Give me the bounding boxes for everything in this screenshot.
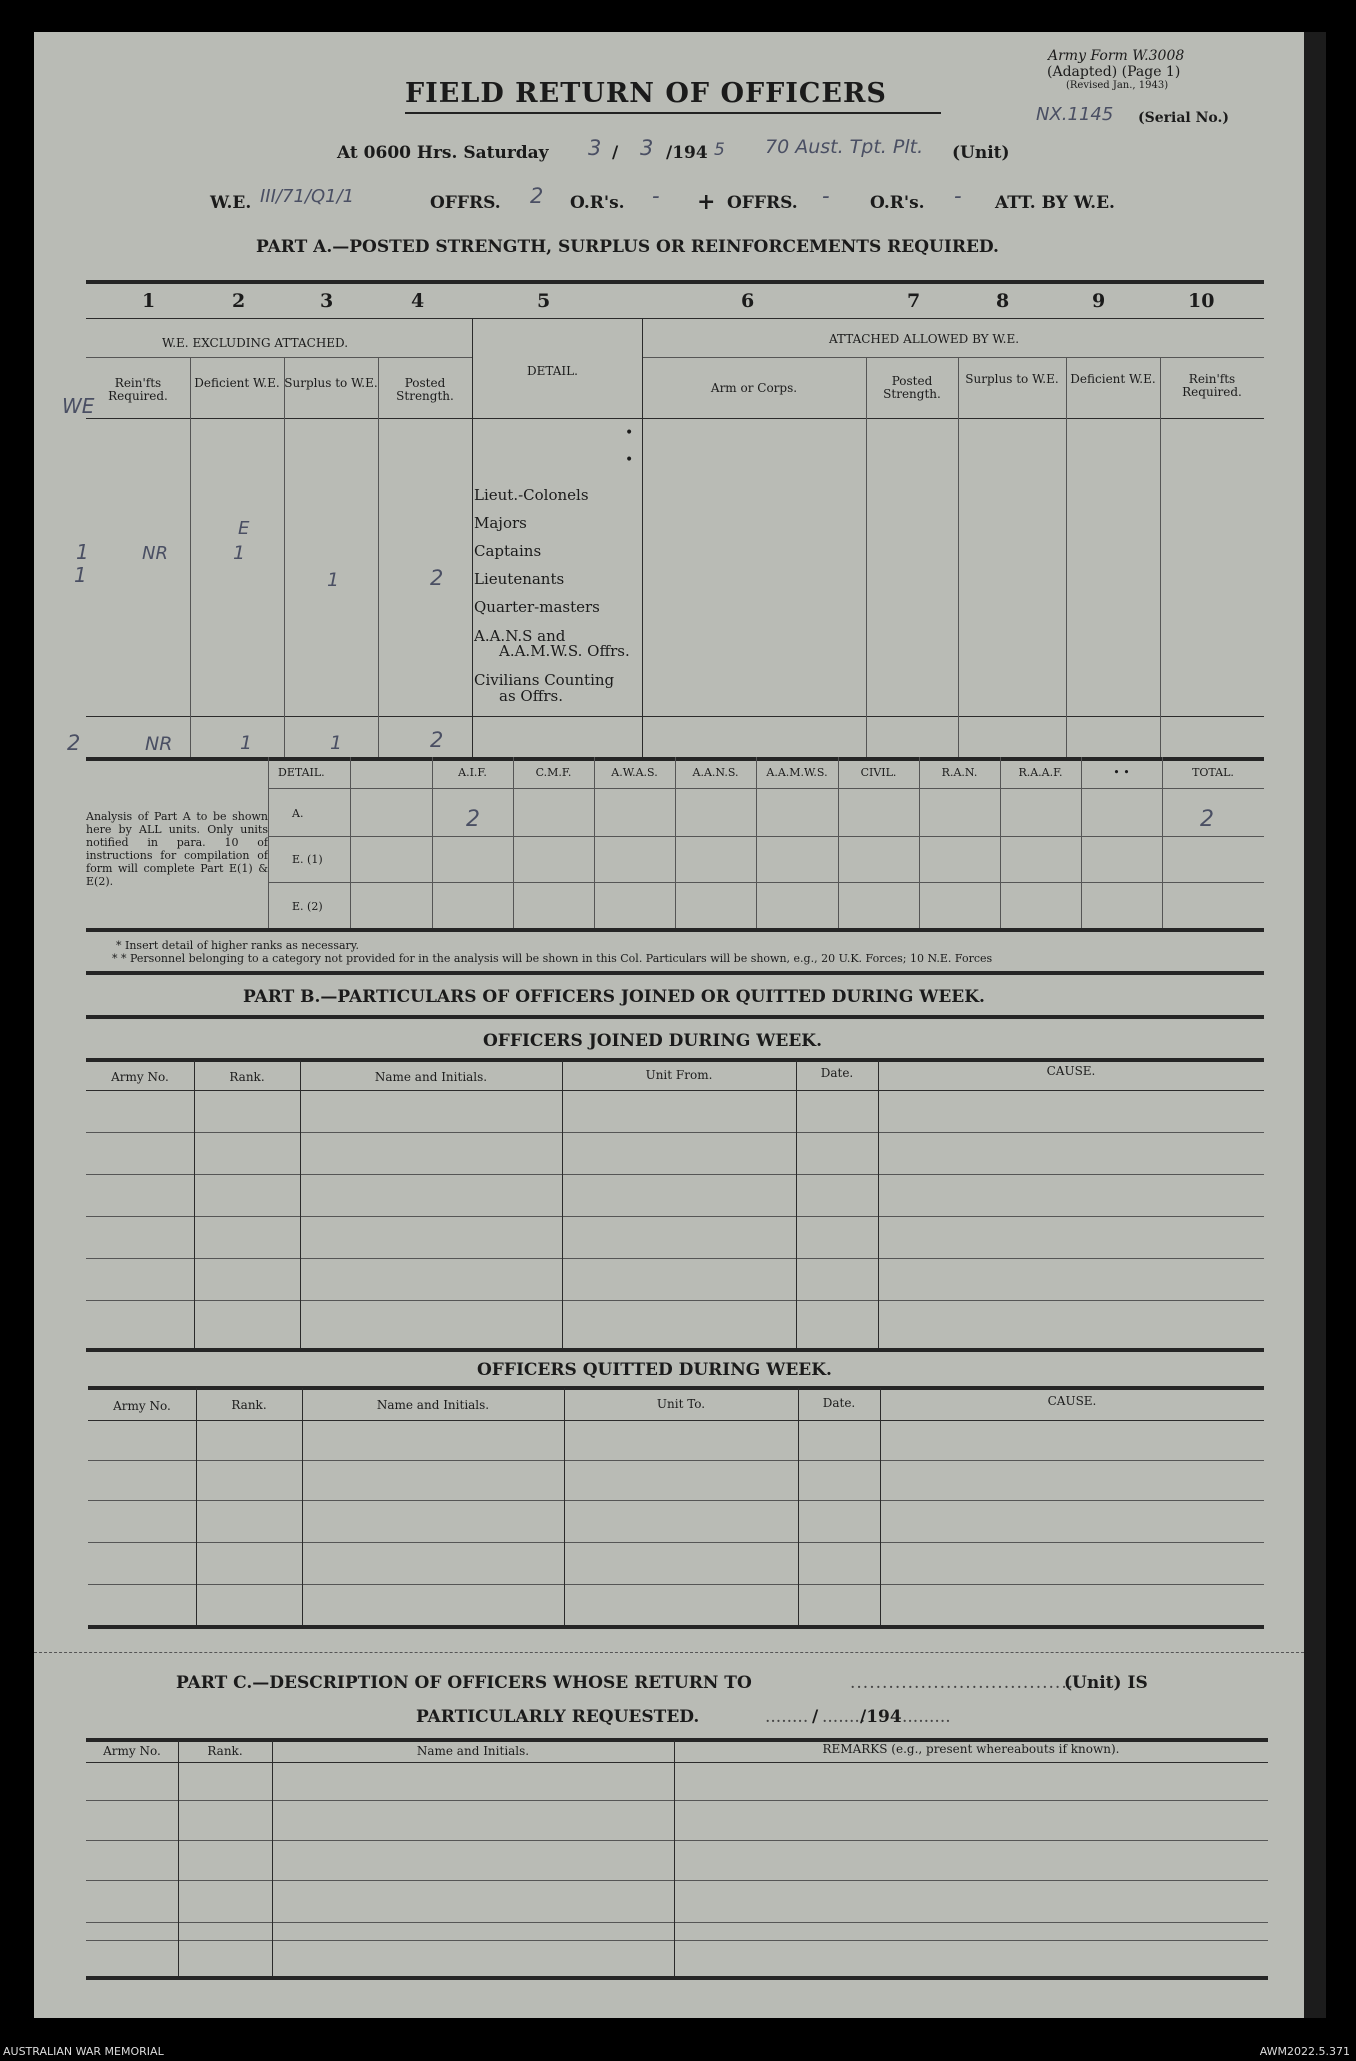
we-label: W.E. <box>210 193 252 213</box>
rule <box>268 836 1264 837</box>
rank-label: Quarter-masters <box>474 598 600 616</box>
rule <box>86 318 1264 319</box>
quitted-title: OFFICERS QUITTED DURING WEEK. <box>477 1360 832 1380</box>
rule <box>88 1420 1264 1421</box>
col-number: 10 <box>1188 290 1215 312</box>
rank-label: Majors <box>474 514 527 532</box>
col-number: 4 <box>411 290 425 312</box>
offrs-hand: 2 <box>530 184 544 208</box>
col-number: 1 <box>142 290 156 312</box>
rank-label: A.A.N.S and <box>474 627 566 645</box>
hand-value: 2 <box>430 566 444 590</box>
part-c-unit-label: (Unit) IS <box>1064 1673 1148 1693</box>
analysis-row-label: A. <box>292 807 304 820</box>
dotted-fill: ........ <box>822 1707 866 1727</box>
hand-value: NR <box>142 543 168 564</box>
rule <box>86 1216 1264 1217</box>
rule <box>1066 357 1067 757</box>
rule <box>88 1584 1264 1585</box>
col-head-reinfts-att: Rein'fts Required. <box>1182 372 1242 399</box>
analysis-total-hand: 2 <box>1200 807 1214 832</box>
col-head-deficient-att: Deficient W.E. <box>1070 372 1156 386</box>
rank-label: Lieutenants <box>474 570 565 588</box>
joined-head-name: Name and Initials. <box>374 1070 488 1084</box>
hand-value: 1 <box>233 542 246 564</box>
rule <box>866 357 867 757</box>
analysis-head: A.I.F. <box>458 766 487 779</box>
offrs2-label: OFFRS. <box>727 193 798 213</box>
rule <box>86 1015 1264 1019</box>
analysis-row-label: E. (2) <box>292 900 323 913</box>
analysis-head: TOTAL. <box>1192 766 1234 779</box>
dotted-fill: ......... <box>902 1707 951 1727</box>
rule <box>562 1060 563 1348</box>
col-head-surplus: Surplus to W.E. <box>284 376 378 390</box>
hand-total: NR <box>145 733 173 755</box>
quitted-head-date: Date. <box>822 1396 856 1410</box>
col-head-posted: Posted Strength. <box>396 376 454 403</box>
ors2-hand: - <box>954 184 962 208</box>
rule <box>86 357 472 358</box>
rule <box>86 1090 1264 1091</box>
rule <box>756 757 757 928</box>
quitted-head-cause: CAUSE. <box>1047 1394 1097 1408</box>
col-head-deficient: Deficient W.E. <box>194 376 280 390</box>
col-number: 5 <box>537 290 551 312</box>
rule <box>302 1388 303 1625</box>
hand-value: 1 <box>74 563 87 587</box>
rule <box>300 1060 301 1348</box>
cut-line <box>34 1652 1304 1653</box>
part-c-year: /194 <box>860 1707 902 1727</box>
col-number: 6 <box>741 290 755 312</box>
bullet-mark: • <box>625 425 634 441</box>
part-c-line2: PARTICULARLY REQUESTED. <box>416 1707 700 1727</box>
rule <box>268 757 269 928</box>
col-head-posted-att: Posted Strength. <box>883 374 941 401</box>
rule <box>798 1388 799 1625</box>
hand-total: 1 <box>330 732 343 754</box>
rule <box>86 1258 1264 1259</box>
rule <box>86 1940 1268 1941</box>
rule <box>86 1348 1264 1352</box>
dotted-fill: ................................... <box>850 1673 1075 1693</box>
analysis-head: C.M.F. <box>535 766 572 779</box>
rule <box>268 882 1264 883</box>
part-c-head-rank: Rank. <box>207 1744 243 1758</box>
rule <box>86 1880 1268 1881</box>
rule <box>86 1300 1264 1301</box>
part-c-head-name: Name and Initials. <box>416 1744 530 1758</box>
analysis-text: Analysis of Part A to be shown here by ALL units. Only units notified in para. 10 of instructions for compilation of form will complete Part E(1) & E(2). <box>86 810 268 888</box>
serial-label: (Serial No.) <box>1138 110 1229 126</box>
quitted-head-unit: Unit To. <box>656 1397 706 1411</box>
col-head-surplus-att: Surplus to W.E. <box>965 372 1059 386</box>
rule <box>513 757 514 928</box>
header-day: 3 <box>588 136 602 160</box>
rule <box>432 757 433 928</box>
analysis-head: A.A.M.W.S. <box>766 766 828 779</box>
bullet-mark: • <box>625 452 634 468</box>
analysis-head: R.A.A.F. <box>1018 766 1063 779</box>
footer-credit: AUSTRALIAN WAR MEMORIAL <box>3 2045 164 2058</box>
part-c-line1: PART C.—DESCRIPTION OF OFFICERS WHOSE RETURN TO <box>176 1673 752 1693</box>
rule <box>675 757 676 928</box>
col-number: 2 <box>232 290 246 312</box>
part-b-title: PART B.—PARTICULARS OF OFFICERS JOINED OR QUITTED DURING WEEK. <box>243 987 985 1007</box>
rule <box>268 788 1264 789</box>
hand-value: E <box>238 518 250 539</box>
rule <box>86 1840 1268 1841</box>
hand-value: 1 <box>76 540 89 564</box>
rule <box>178 1740 179 1976</box>
rule <box>86 1800 1268 1801</box>
analysis-aif-hand: 2 <box>466 807 480 832</box>
col-head-reinfts: Rein'fts Required. <box>108 376 168 403</box>
rule <box>86 928 1264 932</box>
rule <box>796 1060 797 1348</box>
quitted-head-army-no: Army No. <box>113 1399 171 1413</box>
rule <box>86 971 1264 975</box>
rule <box>196 1388 197 1625</box>
joined-head-rank: Rank. <box>229 1070 265 1084</box>
hand-total: 2 <box>67 731 81 755</box>
rule <box>190 357 191 757</box>
rule <box>88 1542 1264 1543</box>
joined-title: OFFICERS JOINED DURING WEEK. <box>483 1031 822 1051</box>
analysis-detail-head: DETAIL. <box>278 766 325 779</box>
rule <box>88 1500 1264 1501</box>
ors2-label: O.R's. <box>870 193 925 213</box>
rule <box>919 757 920 928</box>
joined-head-date: Date. <box>820 1066 854 1080</box>
paper-edge-shadow <box>1304 32 1326 2018</box>
date-separator: / <box>612 143 619 163</box>
hand-total: 2 <box>430 728 444 752</box>
col-number: 7 <box>907 290 921 312</box>
plus-sign: + <box>697 189 716 215</box>
rule <box>88 1625 1264 1629</box>
analysis-head: CIVIL. <box>860 766 897 779</box>
rule <box>880 1388 881 1625</box>
rule <box>674 1740 675 1976</box>
we-number-hand: III/71/Q1/1 <box>260 186 355 207</box>
quitted-head-rank: Rank. <box>231 1398 267 1412</box>
rank-label: A.A.M.W.S. Offrs. <box>499 642 630 660</box>
we-excluding-attached: W.E. EXCLUDING ATTACHED. <box>162 336 349 350</box>
rule <box>838 757 839 928</box>
rule <box>594 757 595 928</box>
form-id-line3: (Revised Jan., 1943) <box>1066 80 1169 91</box>
detail-head: DETAIL. <box>527 364 578 378</box>
header-month: 3 <box>640 136 654 160</box>
ors-label: O.R's. <box>570 193 625 213</box>
rule <box>1081 757 1082 928</box>
note-2: * * Personnel belonging to a category not provided for in the analysis will be shown in this Col. Particulars will be shown, e.g., 20 U.K. Forces; 10 N.E. Forces <box>112 952 993 965</box>
rule <box>350 757 351 928</box>
rule <box>1160 357 1161 757</box>
header-date-label: At 0600 Hrs. Saturday <box>337 143 549 163</box>
analysis-head: R.A.N. <box>941 766 978 779</box>
rule <box>86 1762 1268 1763</box>
col-number: 8 <box>996 290 1010 312</box>
analysis-head: • • <box>1113 766 1130 779</box>
quitted-head-name: Name and Initials. <box>376 1398 490 1412</box>
rule <box>958 357 959 757</box>
rule <box>472 318 473 757</box>
serial-number-hand: NX.1145 <box>1036 104 1114 125</box>
rule <box>88 1386 1264 1390</box>
rule <box>378 357 379 757</box>
rule <box>878 1060 879 1348</box>
analysis-row-label: E. (1) <box>292 853 323 866</box>
joined-head-army-no: Army No. <box>111 1070 169 1084</box>
rule <box>194 1060 195 1348</box>
footer-accession: AWM2022.5.371 <box>1259 2045 1350 2058</box>
rank-label: Captains <box>474 542 542 560</box>
analysis-head: A.A.N.S. <box>692 766 739 779</box>
rule <box>86 1132 1264 1133</box>
rule <box>272 1740 273 1976</box>
dotted-fill: ........ <box>765 1707 809 1727</box>
hand-value: 1 <box>327 569 340 591</box>
rank-label: Civilians Counting <box>474 671 615 689</box>
rule <box>1000 757 1001 928</box>
rule <box>86 1058 1264 1062</box>
rank-label: as Offrs. <box>499 687 563 705</box>
hand-we: WE <box>62 394 95 418</box>
joined-head-unit: Unit From. <box>645 1068 713 1082</box>
rule <box>86 716 1264 717</box>
col-number: 3 <box>320 290 334 312</box>
part-c-head-remarks: REMARKS (e.g., present whereabouts if known). <box>822 1742 1120 1756</box>
rule <box>284 357 285 757</box>
rule <box>564 1388 565 1625</box>
note-1: * Insert detail of higher ranks as necessary. <box>116 939 360 952</box>
header-year-digit: 5 <box>714 140 725 160</box>
rank-label: Lieut.-Colonels <box>474 486 589 504</box>
form-id-line2: (Adapted) (Page 1) <box>1047 64 1181 80</box>
rule <box>86 1174 1264 1175</box>
col-head-arm-corps: Arm or Corps. <box>710 381 798 395</box>
offrs-label: OFFRS. <box>430 193 501 213</box>
part-a-title: PART A.—POSTED STRENGTH, SURPLUS OR REINFORCEMENTS REQUIRED. <box>256 237 999 257</box>
rule <box>86 280 1264 284</box>
joined-head-cause: CAUSE. <box>1046 1064 1096 1078</box>
part-c-slash: / <box>812 1707 819 1727</box>
part-c-head-army-no: Army No. <box>103 1744 161 1758</box>
rule <box>86 1922 1268 1923</box>
form-id-line1: Army Form W.3008 <box>1048 48 1185 64</box>
header-unit-label: (Unit) <box>952 143 1010 163</box>
rule <box>1162 757 1163 928</box>
rule <box>86 1976 1268 1980</box>
att-by-we: ATT. BY W.E. <box>995 193 1115 213</box>
title-underline <box>405 112 941 114</box>
analysis-head: A.W.A.S. <box>611 766 658 779</box>
offrs2-hand: - <box>822 184 830 208</box>
attached-allowed: ATTACHED ALLOWED BY W.E. <box>829 332 1020 346</box>
rule <box>86 418 1264 419</box>
rule <box>642 357 1264 358</box>
header-unit-hand: 70 Aust. Tpt. Plt. <box>765 136 924 158</box>
hand-total: 1 <box>240 732 253 754</box>
ors-hand: - <box>652 184 660 208</box>
col-number: 9 <box>1092 290 1106 312</box>
rule <box>88 1460 1264 1461</box>
header-year-prefix: /194 <box>666 143 708 163</box>
page-title: FIELD RETURN OF OFFICERS <box>405 78 887 109</box>
